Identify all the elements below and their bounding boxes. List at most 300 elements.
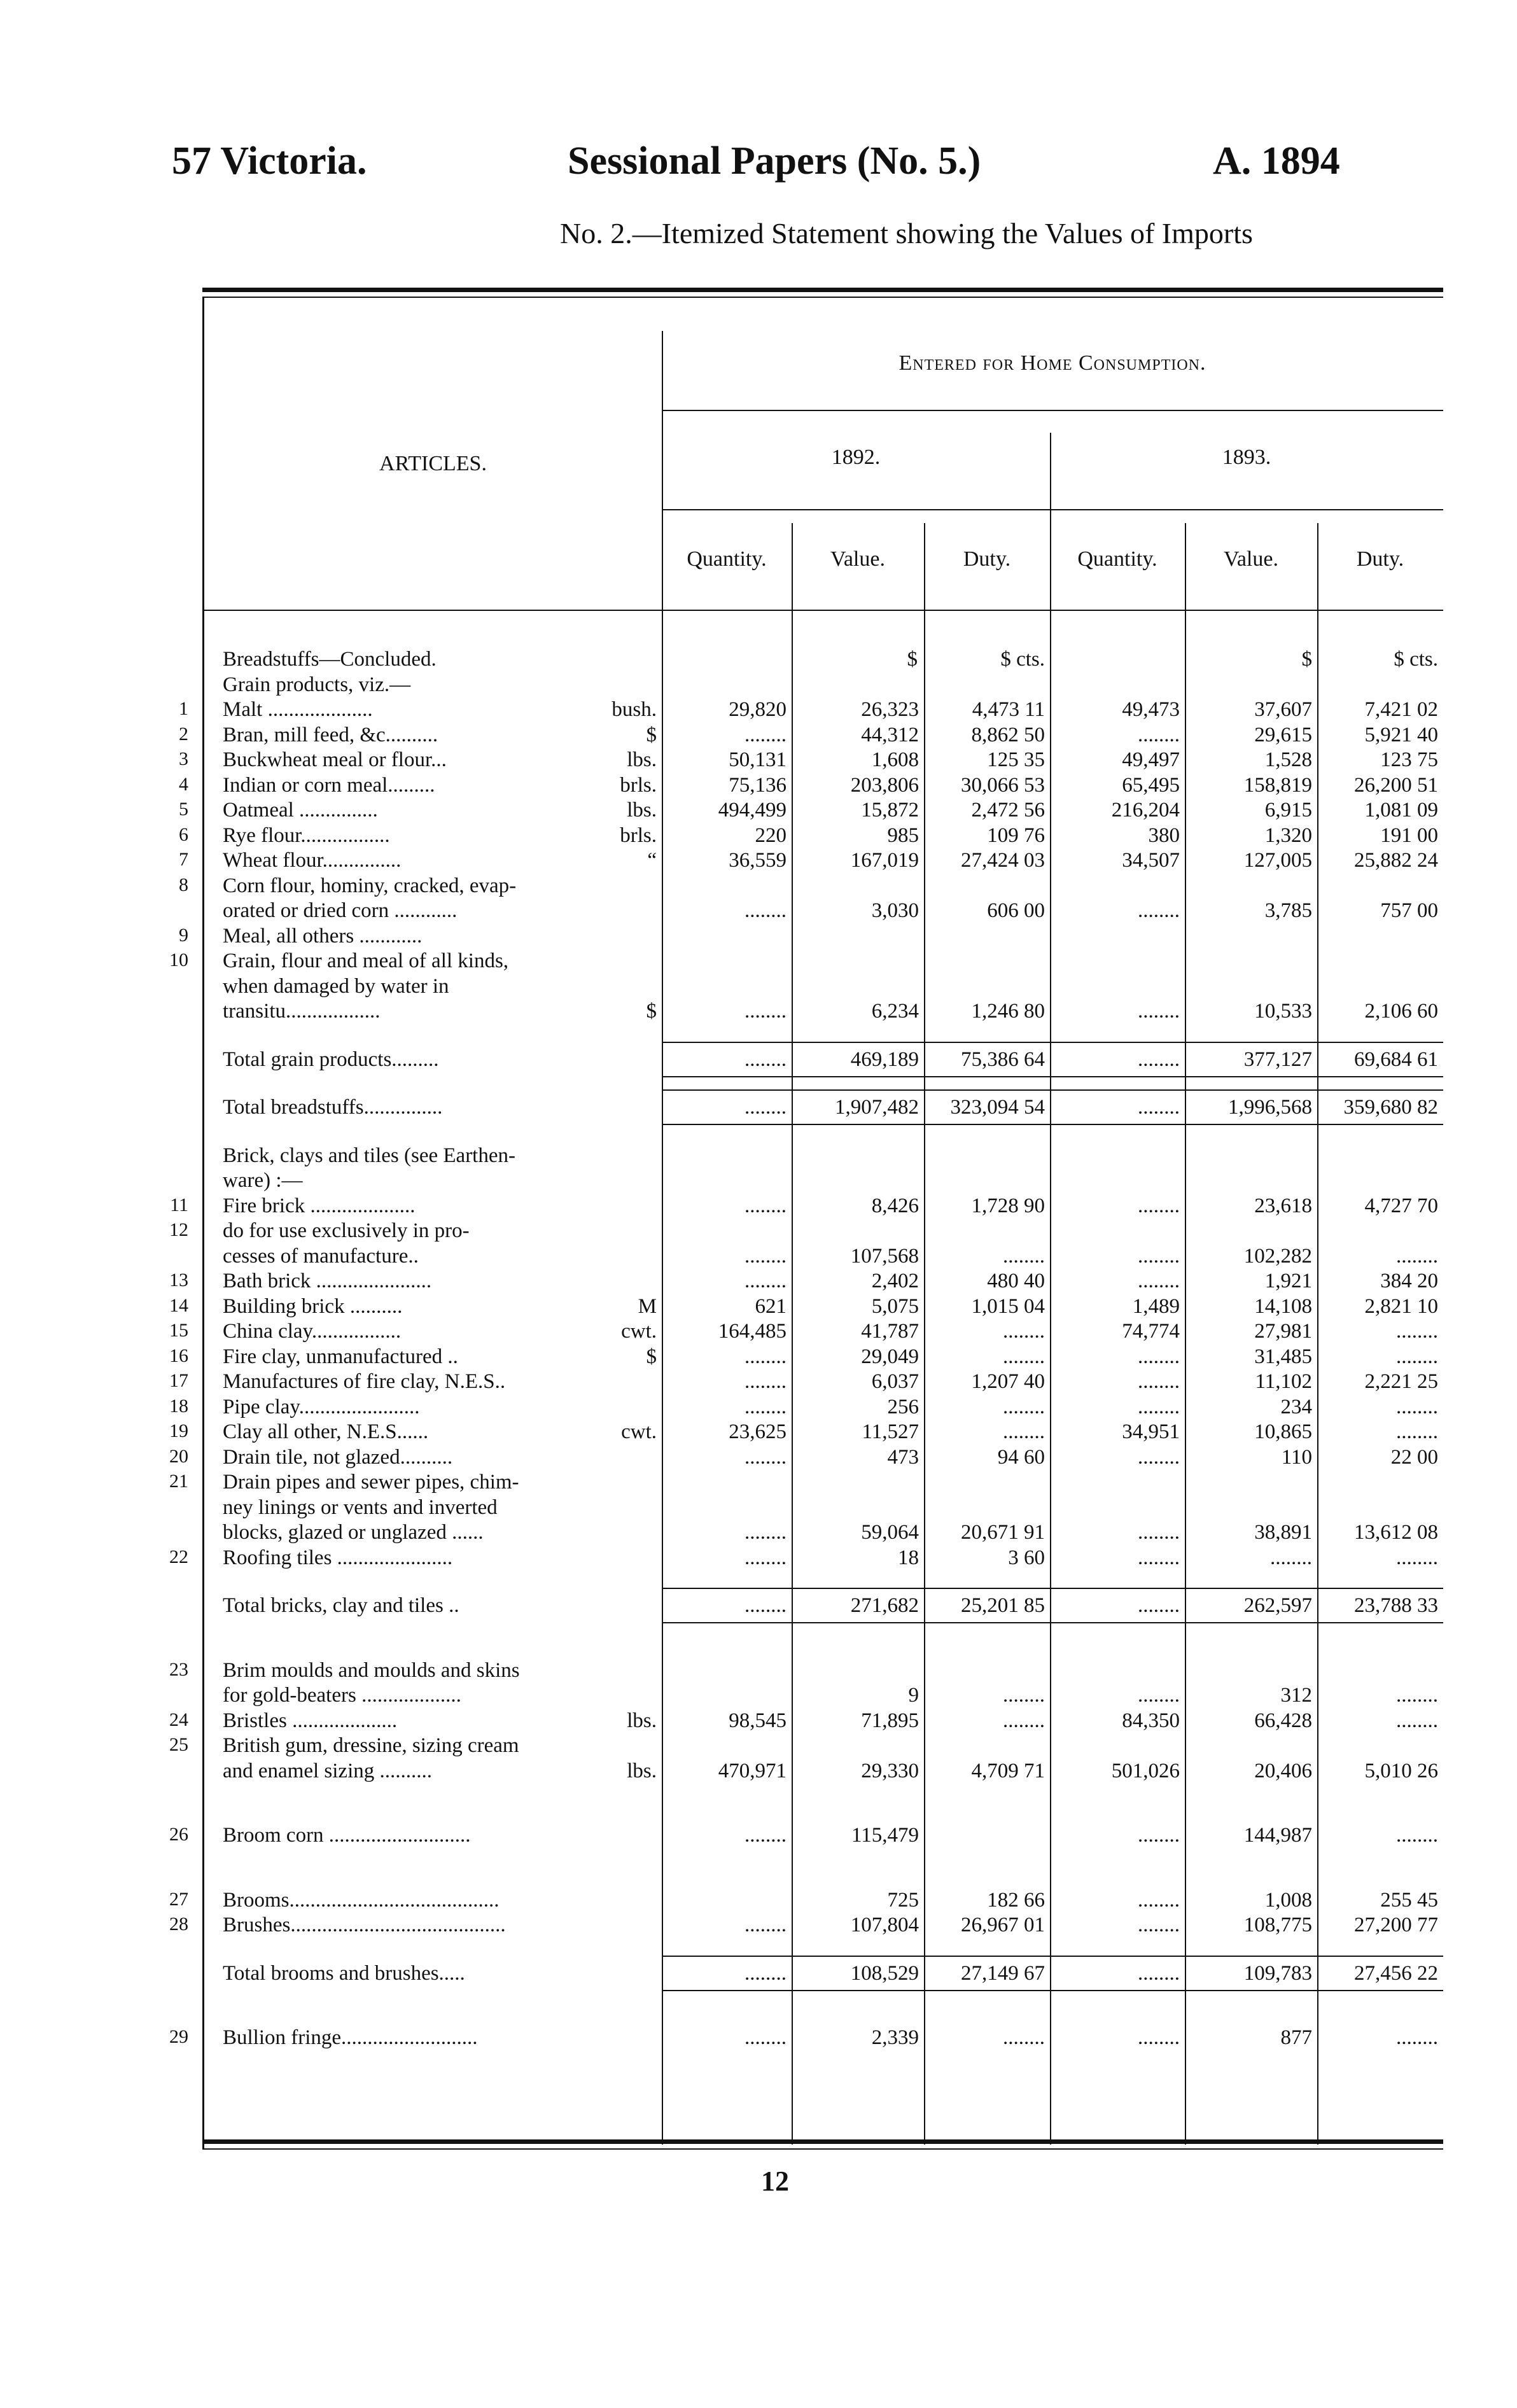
super-header: Entered for Home Consumption. xyxy=(898,351,1206,375)
article-cell: ney linings or vents and inverted xyxy=(223,1495,498,1519)
article-cell: Bullion fringe.......................... xyxy=(223,2026,478,2049)
total-rule xyxy=(662,1042,1443,1043)
total-rule xyxy=(662,1990,1443,1991)
d1-cell: 27,424 03 xyxy=(961,849,1045,872)
article-cell: Malt .................... xyxy=(223,698,373,721)
d2-cell: 27,456 22 xyxy=(1354,1961,1438,1985)
q2-cell: ........ xyxy=(1138,1961,1180,1985)
d2-cell: 4,727 70 xyxy=(1364,1194,1438,1217)
d2-cell: ........ xyxy=(1396,1320,1438,1343)
q2-cell: ........ xyxy=(1138,1888,1180,1912)
article-cell: Building brick .......... xyxy=(223,1294,403,1318)
v1-cell: 11,527 xyxy=(862,1420,919,1443)
articles-header: ARTICLES. xyxy=(379,452,487,475)
d2-cell: 13,612 08 xyxy=(1354,1521,1438,1544)
v2-cell: 29,615 xyxy=(1254,723,1312,746)
d2-cell: 757 00 xyxy=(1380,899,1438,922)
v1-cell: 1,907,482 xyxy=(835,1096,919,1119)
row-number: 6 xyxy=(179,823,188,845)
total-rule xyxy=(662,1622,1443,1623)
q1-cell: 220 xyxy=(755,823,786,847)
q1-cell: ........ xyxy=(745,1395,786,1418)
q2-cell: ........ xyxy=(1138,1914,1180,1936)
article-cell: Indian or corn meal......... xyxy=(223,773,435,797)
q2-cell: ........ xyxy=(1138,1370,1180,1393)
q1-cell: ........ xyxy=(745,1546,786,1569)
article-cell: and enamel sizing .......... xyxy=(223,1759,433,1782)
d1-cell: ........ xyxy=(1003,2026,1045,2049)
v2-cell: 10,865 xyxy=(1254,1420,1312,1443)
unit-cell: “ xyxy=(647,849,657,872)
v1-cell: 115,479 xyxy=(851,1824,919,1847)
q1-cell: ........ xyxy=(745,1244,786,1268)
article-cell: Total brooms and brushes..... xyxy=(223,1961,465,1985)
article-cell: Total bricks, clay and tiles .. xyxy=(223,1594,459,1617)
unit-cell: lbs. xyxy=(627,799,657,822)
q1-cell: ........ xyxy=(745,1345,786,1368)
article-cell: Bath brick ...................... xyxy=(223,1270,432,1292)
q2-cell: ........ xyxy=(1138,1395,1180,1418)
row-number: 7 xyxy=(179,849,188,870)
q2-cell: ........ xyxy=(1138,1345,1180,1368)
v2-cell: 31,485 xyxy=(1254,1345,1312,1368)
article-cell: cesses of manufacture.. xyxy=(223,1244,419,1268)
q1-cell: 621 xyxy=(755,1294,786,1318)
page-header-right: A. 1894 xyxy=(1213,139,1340,183)
v1-cell: 59,064 xyxy=(861,1521,919,1544)
q1-cell: 75,136 xyxy=(729,773,786,797)
row-number: 19 xyxy=(169,1420,188,1441)
article-cell: do for use exclusively in pro- xyxy=(223,1219,470,1242)
q2-cell: ........ xyxy=(1138,1096,1180,1119)
v2-cell: 312 xyxy=(1280,1684,1312,1707)
v1-cell: 44,312 xyxy=(861,723,919,746)
v1-cell: 6,234 xyxy=(871,1000,919,1023)
v1-cell: 9 xyxy=(908,1684,919,1707)
q2-cell: 49,473 xyxy=(1122,698,1180,721)
d1-cell: 182 66 xyxy=(987,1888,1045,1912)
article-cell: Clay all other, N.E.S...... xyxy=(223,1420,429,1443)
row-number: 8 xyxy=(179,874,188,895)
v2-cell: 262,597 xyxy=(1243,1594,1312,1617)
d2-cell: 7,421 02 xyxy=(1364,698,1438,721)
article-cell: Brooms........................................ xyxy=(223,1888,500,1912)
unit-cell: lbs. xyxy=(627,1709,657,1732)
row-number: 10 xyxy=(169,949,188,970)
d2-cell: 5,921 40 xyxy=(1364,723,1438,746)
d1-cell: ........ xyxy=(1003,1420,1045,1443)
v2-cell: 1,921 xyxy=(1264,1270,1312,1292)
q2-cell: ........ xyxy=(1138,1445,1180,1469)
d2-cell: 191 00 xyxy=(1380,823,1438,847)
v1-cell: 6,037 xyxy=(871,1370,919,1393)
d1-cell: 8,862 50 xyxy=(971,723,1045,746)
row-number: 4 xyxy=(179,773,188,795)
v1-cell: 5,075 xyxy=(871,1294,919,1318)
v1-cell: 469,189 xyxy=(850,1047,919,1071)
frame-bottom-rule xyxy=(202,2139,1443,2144)
q1-cell: ........ xyxy=(745,1521,786,1544)
v2-cell: 20,406 xyxy=(1254,1759,1312,1782)
page-header-center: Sessional Papers (No. 5.) xyxy=(568,139,981,183)
year-header-rule xyxy=(662,509,1443,510)
v1-cell: 18 xyxy=(898,1546,919,1569)
q1-cell: 36,559 xyxy=(729,849,786,872)
v2-cell: 3,785 xyxy=(1264,899,1312,922)
article-cell: Rye flour................. xyxy=(223,823,390,847)
article-cell: Total grain products......... xyxy=(223,1047,439,1071)
v1-cell: 8,426 xyxy=(871,1194,919,1217)
q2-cell: ........ xyxy=(1138,1000,1180,1023)
row-number: 17 xyxy=(169,1370,188,1391)
v1-cell: 41,787 xyxy=(861,1320,919,1343)
row-number: 18 xyxy=(169,1395,188,1417)
article-cell: Fire brick .................... xyxy=(223,1194,416,1217)
q1-cell: ........ xyxy=(745,1961,786,1985)
row-number: 22 xyxy=(169,1546,188,1567)
d2-cell: 123 75 xyxy=(1380,748,1438,771)
q2-cell: ........ xyxy=(1138,1546,1180,1569)
q2-cell: ........ xyxy=(1138,1824,1180,1847)
d2-cell: ........ xyxy=(1396,1420,1438,1443)
d2-cell: 255 45 xyxy=(1380,1888,1438,1912)
v2-cell: 102,282 xyxy=(1243,1244,1312,1268)
units-d2: $ cts. xyxy=(1394,648,1438,671)
q1-cell: ........ xyxy=(745,1824,786,1847)
article-cell: China clay................. xyxy=(223,1320,402,1343)
row-number: 1 xyxy=(179,698,188,719)
v2-cell: 1,008 xyxy=(1264,1888,1312,1912)
v1-cell: 271,682 xyxy=(850,1594,919,1617)
q2-cell: 501,026 xyxy=(1111,1759,1180,1782)
d2-cell: 25,882 24 xyxy=(1354,849,1438,872)
column-header-rule xyxy=(202,610,1443,611)
d1-cell: ........ xyxy=(1003,1244,1045,1268)
q2-cell: ........ xyxy=(1138,1194,1180,1217)
d1-cell: ........ xyxy=(1003,1345,1045,1368)
duty-1893-header: Duty. xyxy=(1356,547,1404,571)
page-header-left: 57 Victoria. xyxy=(172,139,367,183)
d1-cell: 27,149 67 xyxy=(961,1961,1045,1985)
frame-top-rule-thin xyxy=(202,297,1443,298)
article-cell: Corn flour, hominy, cracked, evap- xyxy=(223,874,517,897)
q2-cell: ........ xyxy=(1138,1047,1180,1071)
d1-cell: 1,207 40 xyxy=(971,1370,1045,1393)
row-number: 11 xyxy=(170,1194,188,1215)
row-number: 21 xyxy=(169,1471,188,1492)
row-number: 12 xyxy=(169,1219,188,1240)
article-cell: Grain products, viz.— xyxy=(223,673,411,696)
d1-cell: 323,094 54 xyxy=(950,1096,1045,1119)
v2-cell: 27,981 xyxy=(1254,1320,1312,1343)
v1-cell: 985 xyxy=(887,823,919,847)
article-cell: Brim moulds and moulds and skins xyxy=(223,1658,520,1682)
row-number: 9 xyxy=(179,924,188,946)
d2-cell: 27,200 77 xyxy=(1354,1914,1438,1936)
unit-cell: cwt. xyxy=(621,1320,657,1343)
q1-cell: 470,971 xyxy=(718,1759,786,1782)
d2-cell: ........ xyxy=(1396,1546,1438,1569)
article-cell: Brushes......................................... xyxy=(223,1914,506,1936)
v2-cell: 108,775 xyxy=(1243,1914,1312,1936)
q2-cell: 380 xyxy=(1148,823,1180,847)
articles-column-divider xyxy=(662,331,663,2145)
d1-cell: ........ xyxy=(1003,1395,1045,1418)
d1-cell: 26,967 01 xyxy=(961,1914,1045,1936)
v1-cell: 15,872 xyxy=(861,799,919,822)
super-header-rule xyxy=(662,410,1443,411)
d1-cell: ........ xyxy=(1003,1709,1045,1732)
units-v1: $ xyxy=(907,648,918,671)
v1-cell: 2,402 xyxy=(871,1270,919,1292)
v2-cell: 37,607 xyxy=(1254,698,1312,721)
v1-cell: 29,330 xyxy=(861,1759,919,1782)
q2-cell: ........ xyxy=(1138,1244,1180,1268)
q2-cell: ........ xyxy=(1138,899,1180,922)
q1-cell: ........ xyxy=(745,1445,786,1469)
v2-cell: 158,819 xyxy=(1243,773,1312,797)
d1-cell: 75,386 64 xyxy=(961,1047,1045,1071)
q1-cell: ........ xyxy=(745,2026,786,2049)
v2-cell: 1,320 xyxy=(1264,823,1312,847)
v1-cell: 203,806 xyxy=(850,773,919,797)
row-number: 3 xyxy=(179,748,188,769)
frame-bottom-rule-thin xyxy=(202,2148,1443,2150)
total-rule xyxy=(662,1076,1443,1077)
v1-cell: 26,323 xyxy=(861,698,919,721)
q2-cell: ........ xyxy=(1138,1594,1180,1617)
article-cell: Pipe clay....................... xyxy=(223,1395,420,1418)
d1-cell: ........ xyxy=(1003,1320,1045,1343)
year-1893-header: 1893. xyxy=(1222,445,1271,469)
duty-1892-header: Duty. xyxy=(963,547,1011,571)
v2-cell: 14,108 xyxy=(1254,1294,1312,1318)
value-1892-header: Value. xyxy=(830,547,885,571)
article-cell: Drain pipes and sewer pipes, chim- xyxy=(223,1471,519,1494)
unit-cell: $ xyxy=(646,1345,657,1368)
row-number: 16 xyxy=(169,1345,188,1366)
total-rule xyxy=(662,1956,1443,1957)
row-number: 2 xyxy=(179,723,188,745)
d2-cell: 2,106 60 xyxy=(1364,1000,1438,1023)
unit-cell: $ xyxy=(646,723,657,746)
d2-cell: 2,221 25 xyxy=(1364,1370,1438,1393)
v1-cell: 725 xyxy=(887,1888,919,1912)
v1-cell: 29,049 xyxy=(861,1345,919,1368)
article-cell: when damaged by water in xyxy=(223,974,449,998)
article-cell: Roofing tiles ...................... xyxy=(223,1546,453,1569)
v2-cell: 377,127 xyxy=(1243,1047,1312,1071)
d2-cell: ........ xyxy=(1396,1345,1438,1368)
q1-cell: ........ xyxy=(745,1370,786,1393)
q2-cell: 1,489 xyxy=(1132,1294,1180,1318)
v1-cell: 107,804 xyxy=(850,1914,919,1936)
row-number: 25 xyxy=(169,1734,188,1755)
v2-cell: 877 xyxy=(1280,2026,1312,2049)
q2-cell: ........ xyxy=(1138,2026,1180,2049)
row-number: 27 xyxy=(169,1888,188,1910)
d2-cell: 384 20 xyxy=(1380,1270,1438,1292)
q2-cell: 216,204 xyxy=(1111,799,1180,822)
q1-cell: ........ xyxy=(745,1194,786,1217)
q2-cell: ........ xyxy=(1138,1270,1180,1292)
article-cell: Brick, clays and tiles (see Earthen- xyxy=(223,1144,515,1167)
v1-cell: 3,030 xyxy=(871,899,919,922)
quantity-1893-header: Quantity. xyxy=(1077,547,1157,571)
q2-cell: ........ xyxy=(1138,1521,1180,1544)
unit-cell: $ xyxy=(646,1000,657,1023)
article-cell: Buckwheat meal or flour... xyxy=(223,748,447,771)
q2-cell: 65,495 xyxy=(1122,773,1180,797)
unit-cell: brls. xyxy=(620,823,657,847)
d1-cell: 606 00 xyxy=(987,899,1045,922)
q1-cell: 98,545 xyxy=(729,1709,786,1732)
v1-cell: 167,019 xyxy=(850,849,919,872)
v1-cell: 1,608 xyxy=(871,748,919,771)
d2-cell: 1,081 09 xyxy=(1364,799,1438,822)
article-cell: Wheat flour............... xyxy=(223,849,402,872)
q2-cell: 34,951 xyxy=(1122,1420,1180,1443)
d1-cell: 480 40 xyxy=(987,1270,1045,1292)
v2-cell: 38,891 xyxy=(1254,1521,1312,1544)
d1-cell: 4,473 11 xyxy=(972,698,1045,721)
q1-cell: ........ xyxy=(745,1594,786,1617)
row-number: 5 xyxy=(179,799,188,820)
value-1893-header: Value. xyxy=(1224,547,1278,571)
v1-cell: 473 xyxy=(887,1445,919,1469)
v1-cell: 256 xyxy=(887,1395,919,1418)
row-number: 13 xyxy=(169,1270,188,1291)
v2-cell: 6,915 xyxy=(1264,799,1312,822)
total-rule xyxy=(662,1124,1443,1125)
unit-cell: bush. xyxy=(612,698,657,721)
units-v2: $ xyxy=(1301,648,1312,671)
d2-cell: 23,788 33 xyxy=(1354,1594,1438,1617)
v2-cell: 234 xyxy=(1280,1395,1312,1418)
q1-cell: ........ xyxy=(745,1047,786,1071)
total-rule xyxy=(662,1588,1443,1589)
v2-cell: 10,533 xyxy=(1254,1000,1312,1023)
d2-cell: 26,200 51 xyxy=(1354,773,1438,797)
row-number: 24 xyxy=(169,1709,188,1730)
d1-cell: 125 35 xyxy=(987,748,1045,771)
v2-cell: 109,783 xyxy=(1243,1961,1312,1985)
q2-cell: 84,350 xyxy=(1122,1709,1180,1732)
article-cell: Bran, mill feed, &c.......... xyxy=(223,723,438,746)
q1-cell: ........ xyxy=(745,1096,786,1119)
v1-cell: 108,529 xyxy=(850,1961,919,1985)
article-cell: Meal, all others ............ xyxy=(223,924,423,948)
row-number: 29 xyxy=(169,2026,188,2047)
q2-cell: 34,507 xyxy=(1122,849,1180,872)
d2-cell: 5,010 26 xyxy=(1364,1759,1438,1782)
row-number: 15 xyxy=(169,1320,188,1341)
d1-cell: 1,728 90 xyxy=(971,1194,1045,1217)
d1-cell: ........ xyxy=(1003,1684,1045,1707)
q2-cell: ........ xyxy=(1138,1684,1180,1707)
article-cell: British gum, dressine, sizing cream xyxy=(223,1734,519,1757)
article-cell: blocks, glazed or unglazed ...... xyxy=(223,1521,484,1544)
unit-cell: M xyxy=(638,1294,657,1318)
q1-cell: 29,820 xyxy=(729,698,786,721)
article-cell: Fire clay, unmanufactured .. xyxy=(223,1345,458,1368)
d2-cell: ........ xyxy=(1396,1244,1438,1268)
article-cell: Manufactures of fire clay, N.E.S.. xyxy=(223,1370,506,1393)
d1-cell: 1,246 80 xyxy=(971,1000,1045,1023)
d2-cell: ........ xyxy=(1396,1395,1438,1418)
q1-cell: ........ xyxy=(745,723,786,746)
d1-cell: 3 60 xyxy=(1008,1546,1045,1569)
v2-cell: 66,428 xyxy=(1254,1709,1312,1732)
year-1892-header: 1892. xyxy=(831,445,881,469)
q2-cell: 49,497 xyxy=(1122,748,1180,771)
d2-cell: 69,684 61 xyxy=(1354,1047,1438,1071)
row-number: 28 xyxy=(169,1914,188,1935)
q1-cell: 23,625 xyxy=(729,1420,786,1443)
v1-cell: 71,895 xyxy=(861,1709,919,1732)
article-cell: Grain, flour and meal of all kinds, xyxy=(223,949,509,972)
d2-cell: ........ xyxy=(1396,2026,1438,2049)
d1-cell: 109 76 xyxy=(987,823,1045,847)
v2-cell: 11,102 xyxy=(1255,1370,1312,1393)
v2-cell: 1,996,568 xyxy=(1228,1096,1312,1119)
q1-cell: ........ xyxy=(745,899,786,922)
d2-cell: 2,821 10 xyxy=(1364,1294,1438,1318)
d1-cell: 4,709 71 xyxy=(971,1759,1045,1782)
table-left-border xyxy=(202,297,204,2150)
article-cell: Bristles .................... xyxy=(223,1709,398,1732)
q2-cell: 74,774 xyxy=(1122,1320,1180,1343)
page-number: 12 xyxy=(761,2166,789,2197)
frame-top-rule xyxy=(202,288,1443,292)
q1-cell: ........ xyxy=(745,1270,786,1292)
article-cell: Oatmeal ............... xyxy=(223,799,378,822)
units-d1: $ cts. xyxy=(1000,648,1045,671)
v1-cell: 2,339 xyxy=(871,2026,919,2049)
d1-cell: 94 60 xyxy=(997,1445,1045,1469)
total-rule xyxy=(662,1089,1443,1091)
row-number: 23 xyxy=(169,1658,188,1680)
d2-cell: ........ xyxy=(1396,1684,1438,1707)
d1-cell: 2,472 56 xyxy=(971,799,1045,822)
unit-cell: lbs. xyxy=(627,1759,657,1782)
article-cell: transitu.................. xyxy=(223,1000,381,1023)
article-cell: Drain tile, not glazed.......... xyxy=(223,1445,453,1469)
d2-cell: 359,680 82 xyxy=(1343,1096,1438,1119)
unit-cell: lbs. xyxy=(627,748,657,771)
v2-cell: 144,987 xyxy=(1243,1824,1312,1847)
row-number: 20 xyxy=(169,1445,188,1467)
v2-cell: 110 xyxy=(1281,1445,1312,1469)
article-cell: orated or dried corn ............ xyxy=(223,899,458,922)
v1-cell: 107,568 xyxy=(850,1244,919,1268)
d2-cell: ........ xyxy=(1396,1709,1438,1732)
q1-cell: ........ xyxy=(745,1914,786,1936)
row-number: 26 xyxy=(169,1824,188,1845)
d2-cell: ........ xyxy=(1396,1824,1438,1847)
unit-cell: cwt. xyxy=(621,1420,657,1443)
q1-cell: ........ xyxy=(745,1000,786,1023)
quantity-1892-header: Quantity. xyxy=(687,547,767,571)
article-cell: ware) :— xyxy=(223,1169,303,1192)
v2-cell: 23,618 xyxy=(1254,1194,1312,1217)
v2-cell: 127,005 xyxy=(1243,849,1312,872)
row-number: 14 xyxy=(169,1294,188,1316)
q1-cell: 494,499 xyxy=(718,799,786,822)
article-cell: Total breadstuffs............... xyxy=(223,1096,443,1119)
d1-cell: 30,066 53 xyxy=(961,773,1045,797)
q1-cell: 50,131 xyxy=(729,748,786,771)
